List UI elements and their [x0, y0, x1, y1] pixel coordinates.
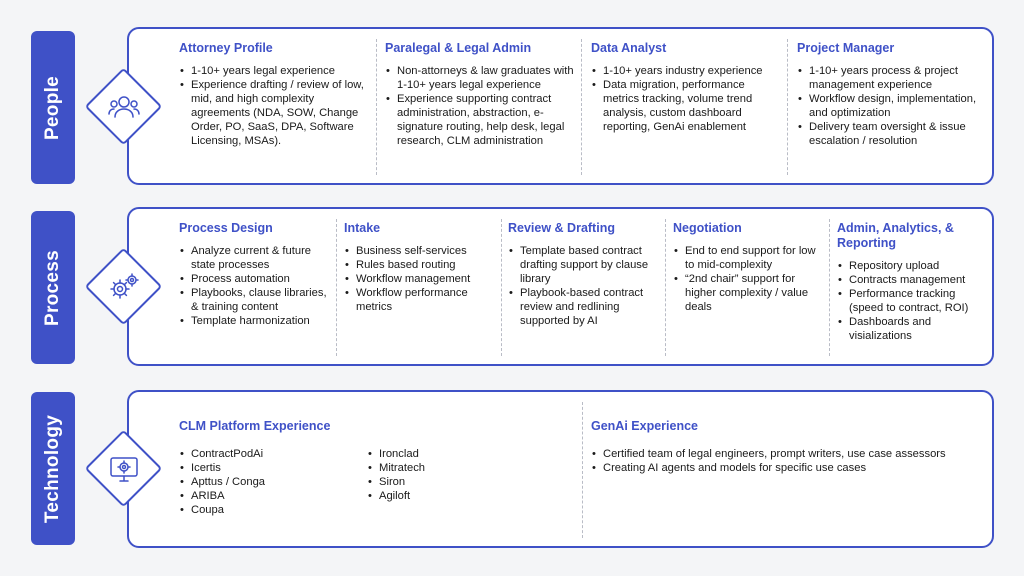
people-col-pm — [797, 41, 989, 148]
people-tab-label: People — [42, 75, 64, 140]
people-col-analyst — [591, 41, 783, 134]
item-list — [673, 244, 825, 314]
item-list — [385, 64, 577, 148]
col-title: Intake — [344, 221, 381, 235]
list-item: • Certified team of legal engineers, prompt writers, use case assessors — [601, 447, 986, 461]
item-list — [344, 244, 496, 314]
list-item: • Icertis — [189, 461, 364, 475]
list-item: • Ironclad — [377, 447, 552, 461]
list-item: • ContractPodAi — [189, 447, 364, 461]
technology-tab-label: Technology — [42, 414, 63, 523]
people-tab — [31, 31, 75, 184]
col-title: Project Manager — [797, 41, 895, 55]
list-item: • Playbooks, clause libraries, & training content — [189, 286, 331, 314]
list-item: • Experience supporting contract administration, abstraction, e-signature routing, help desk, legal research, CLM administration — [395, 92, 577, 148]
list-item: • End to end support for low to mid-complexity — [683, 244, 825, 272]
process-col-intake — [344, 221, 496, 314]
technology-panel — [127, 390, 994, 548]
item-list — [179, 64, 371, 148]
technology-tab — [31, 392, 75, 545]
people-col-attorney — [179, 41, 371, 148]
people-group-icon — [106, 89, 142, 125]
process-divider-4 — [829, 219, 830, 356]
list-item: • Agiloft — [377, 489, 552, 503]
col-title: Admin, Analytics, & Reporting — [837, 221, 954, 250]
list-item: • Process automation — [189, 272, 331, 286]
col-title: GenAi Experience — [591, 419, 698, 433]
list-item: • Experience drafting / review of low, mid, and high complexity agreements (NDA, SOW, Change Order, PO, SaaS, DPA, Software Licensing, MSAs). — [189, 78, 371, 148]
list-item: • Playbook-based contract review and redlining supported by AI — [518, 286, 660, 328]
col-title: Process Design — [179, 221, 273, 235]
list-item: • Apttus / Conga — [189, 475, 364, 489]
list-item: • ARIBA — [189, 489, 364, 503]
col-title: Attorney Profile — [179, 41, 273, 55]
clm-platform-section — [179, 419, 569, 516]
list-item: • Rules based routing — [354, 258, 496, 272]
process-col-admin — [837, 221, 989, 343]
list-item: • Workflow management — [354, 272, 496, 286]
genai-section — [591, 419, 986, 475]
people-divider-2 — [581, 39, 582, 175]
gears-icon — [106, 269, 142, 305]
process-panel — [127, 207, 994, 366]
list-item: • Dashboards and visializations — [847, 315, 989, 343]
process-divider-3 — [665, 219, 666, 356]
process-col-review — [508, 221, 660, 328]
list-item: • 1-10+ years legal experience — [189, 64, 371, 78]
list-item: • Non-attorneys & law graduates with 1-10+ years legal experience — [395, 64, 577, 92]
list-item: • Creating AI agents and models for specific use cases — [601, 461, 986, 475]
list-item: • Contracts management — [847, 273, 989, 287]
list-item: • Performance tracking (speed to contract, ROI) — [847, 287, 989, 315]
col-title: CLM Platform Experience — [179, 419, 331, 433]
computer-gear-icon — [106, 451, 142, 487]
process-col-negotiation — [673, 221, 825, 314]
list-item: • “2nd chair” support for higher complexity / value deals — [683, 272, 825, 314]
list-item: • Mitratech — [377, 461, 552, 475]
col-title: Data Analyst — [591, 41, 667, 55]
list-item: • 1-10+ years process & project management experience — [807, 64, 989, 92]
technology-divider — [582, 402, 583, 538]
item-list — [179, 244, 331, 328]
item-list — [508, 244, 660, 328]
list-item: • 1-10+ years industry experience — [601, 64, 783, 78]
list-item: • Siron — [377, 475, 552, 489]
item-list — [591, 447, 986, 475]
col-title: Negotiation — [673, 221, 742, 235]
people-divider-1 — [376, 39, 377, 175]
list-item: • Coupa — [189, 503, 364, 517]
list-item: • Workflow performance metrics — [354, 286, 496, 314]
list-item: • Repository upload — [847, 259, 989, 273]
list-item: • Data migration, performance metrics tracking, volume trend analysis, custom dashboard reporting, GenAi enablement — [601, 78, 783, 134]
list-item: • Workflow design, implementation, and optimization — [807, 92, 989, 120]
item-list — [797, 64, 989, 148]
list-item: • Template harmonization — [189, 314, 331, 328]
list-item: • Analyze current & future state processes — [189, 244, 331, 272]
people-divider-3 — [787, 39, 788, 175]
process-col-design — [179, 221, 331, 328]
process-divider-2 — [501, 219, 502, 356]
people-col-paralegal — [385, 41, 577, 148]
people-panel — [127, 27, 994, 185]
process-divider-1 — [336, 219, 337, 356]
process-tab-label: Process — [42, 249, 64, 326]
col-title: Paralegal & Legal Admin — [385, 41, 532, 55]
item-list — [591, 64, 783, 134]
list-item: • Business self-services — [354, 244, 496, 258]
list-item: • Delivery team oversight & issue escalation / resolution — [807, 120, 989, 148]
clm-list-a — [179, 447, 364, 517]
list-item: • Template based contract drafting support by clause library — [518, 244, 660, 286]
col-title: Review & Drafting — [508, 221, 615, 235]
process-tab — [31, 211, 75, 364]
clm-list-b — [367, 447, 552, 503]
item-list — [837, 259, 989, 343]
